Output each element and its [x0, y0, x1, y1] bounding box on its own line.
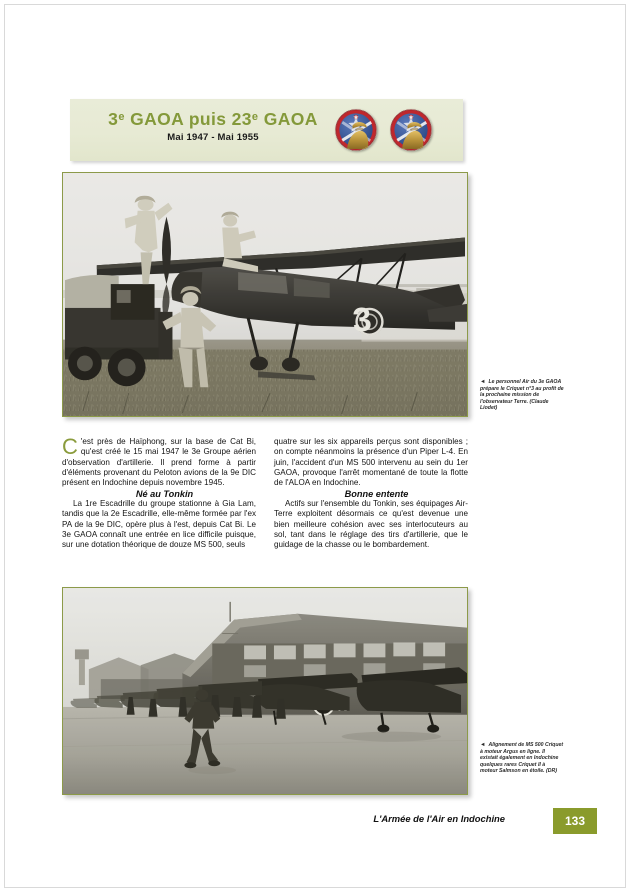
section-date-range: Mai 1947 - Mai 1955	[167, 132, 259, 143]
caption-top-text: Le personnel Air du 3e GAOA prépare le Criquet n°3 au profit de la prochaine mission de l'observateur Terre. (Claude Liodet)	[480, 379, 564, 412]
caption-bottom-text: Alignement de MS 500 Criquet à moteur Argus en ligne. Il existait également en Indochine quelques rares Criquet II à moteur Salmson en étoile. (DR)	[480, 742, 564, 775]
drop-cap: C	[62, 434, 78, 459]
article-body	[62, 434, 468, 575]
section-title-part-1: 3	[108, 109, 119, 129]
section-title-part-2: GAOA puis 23	[124, 109, 252, 129]
caption-photo-bottom	[480, 742, 564, 775]
subheading-ne-au-tonkin: Né au Tonkin	[135, 488, 194, 499]
section-title-ordinal-2: e	[251, 111, 259, 123]
photo-criquet-n30	[62, 172, 468, 417]
subheading-bonne-entente: Bonne entente	[344, 488, 409, 499]
section-title-part-3: GAOA	[258, 109, 318, 129]
unit-insignia-icon-2	[390, 109, 432, 151]
section-header-banner	[70, 99, 463, 161]
section-title	[88, 109, 338, 130]
unit-insignia-icon-1	[335, 109, 377, 151]
caption-photo-top	[480, 379, 564, 412]
caption-arrow-icon-top: ◄	[480, 379, 486, 385]
paragraph-intro	[62, 434, 256, 489]
paragraph-right-2: Actifs sur l'ensemble du Tonkin, ses équipages Air-Terre exploitent désormais ce qu'est devenue une bien meilleure cohésion avec ses interlocuteurs au sol, tant dans le réglage des tirs d'artillerie, que le guidage de la chasse ou le bombardement.	[274, 499, 468, 550]
footer-book-title: L'Armée de l'Air en Indochine	[373, 813, 505, 824]
photo-alignement-criquet	[62, 587, 468, 795]
article-column-left	[62, 434, 256, 551]
caption-arrow-icon-bottom: ◄	[480, 742, 486, 748]
svg-text:3: 3	[351, 300, 373, 340]
paragraph-left-2: La 1re Escadrille du groupe stationne à Gia Lam, tandis que la 2e Escadrille, elle-même formée par l'ex PA de la 9e DIC, opère plus à l'est, depuis Cat Bi. Le 3e GAOA connaît une entrée en lice difficile puisque, sur une dotation théorique de douze MS 500, seuls	[62, 499, 256, 550]
article-column-right	[274, 437, 468, 551]
section-title-ordinal-1: e	[118, 111, 125, 123]
paragraph-right-1: quatre sur les six appareils perçus sont disponibles ; on compte néanmoins la présence d'un Piper L-4. En juin, l'accident d'un MS 500 intervenu au sein du 1er GAOA, provoque l'arrêt momentané de toute la flotte de l'ALOA en Indochine.	[274, 437, 468, 488]
page-number-badge: 133	[553, 808, 597, 834]
paragraph-intro-text: 'est près de Haïphong, sur la base de Cat Bi, qu'est créé le 15 mai 1947 le 3e Groupe aérien d'observation d'artillerie. Il prend forme à partir d'éléments provenant du Peloton avions de la 9e DIC présent en Indochine depuis novembre 1945.	[62, 437, 256, 488]
